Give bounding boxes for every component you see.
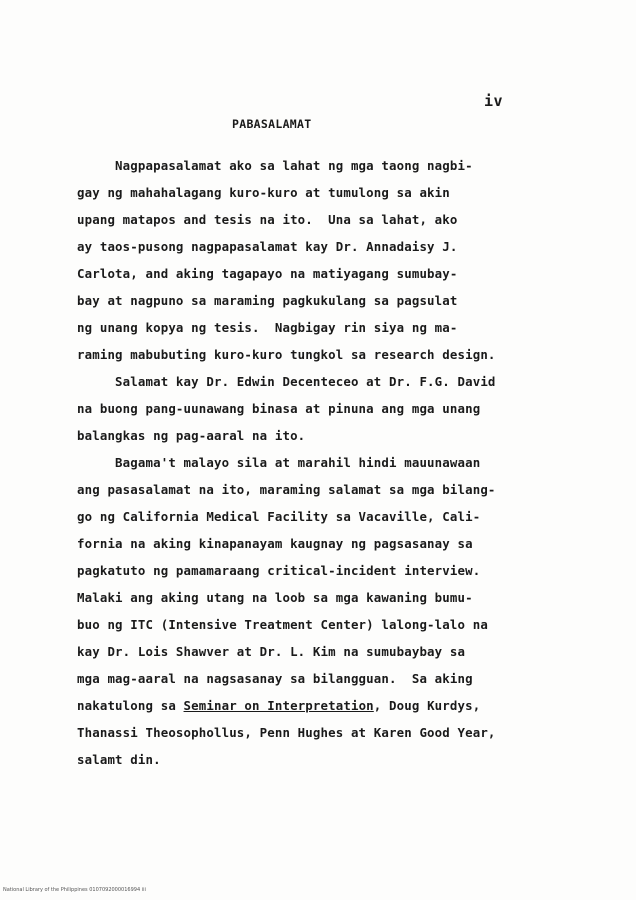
text-line: kay Dr. Lois Shawver at Dr. L. Kim na sumubaybay sa [77, 644, 466, 659]
text-line: buo ng ITC (Intensive Treatment Center) lalong-lalo na [77, 617, 488, 632]
text-line: bay at nagpuno sa maraming pagkukulang sa pagsulat [77, 293, 458, 308]
text-line: gay ng mahahalagang kuro-kuro at tumulong sa akin [77, 185, 450, 200]
text-line: ng unang kopya ng tesis. Nagbigay rin siya ng ma- [77, 320, 458, 335]
text-line: mga mag-aaral na nagsasanay sa bilangguan. Sa aking [77, 671, 473, 686]
text-line: go ng California Medical Facility sa Vacaville, Cali- [77, 509, 481, 524]
text-line: salamt din. [77, 752, 161, 767]
page-title: PABASALAMAT [232, 117, 312, 131]
text-line: upang matapos and tesis na ito. Una sa lahat, ako [77, 212, 458, 227]
text-line: balangkas ng pag-aaral na ito. [77, 428, 306, 443]
archive-footer: National Library of the Philippines 0107092000016994 iii [3, 887, 146, 893]
text-line: fornia na aking kinapanayam kaugnay ng pagsasanay sa [77, 536, 473, 551]
text-line: ang pasasalamat na ito, maraming salamat sa mga bilang- [77, 482, 496, 497]
text-line: Nagpapasalamat ako sa lahat ng mga taong nagbi- [77, 158, 473, 173]
text-segment: , Doug Kurdys, [373, 698, 481, 713]
text-line: pagkatuto ng pamamaraang critical-incident interview. [77, 563, 481, 578]
text-line: Malaki ang aking utang na loob sa mga kawaning bumu- [77, 590, 473, 605]
text-segment: nakatulong sa [77, 698, 184, 713]
text-line: Salamat kay Dr. Edwin Decenteceo at Dr. F.G. David [77, 374, 496, 389]
text-line: Thanassi Theosophollus, Penn Hughes at Karen Good Year, [77, 725, 496, 740]
text-line: raming mabubuting kuro-kuro tungkol sa research design. [77, 347, 496, 362]
text-line [77, 692, 547, 719]
text-line: Bagama't malayo sila at marahil hindi mauunawaan [77, 455, 481, 470]
seminar-title-underlined: Seminar on Interpretation [183, 698, 374, 713]
page-number: iv [484, 92, 504, 110]
text-line: ay taos-pusong nagpapasalamat kay Dr. Annadaisy J. [77, 239, 458, 254]
body-text [77, 152, 547, 773]
text-line: Carlota, and aking tagapayo na matiyagang sumubay- [77, 266, 458, 281]
text-line: na buong pang-uunawang binasa at pinuna ang mga unang [77, 401, 481, 416]
